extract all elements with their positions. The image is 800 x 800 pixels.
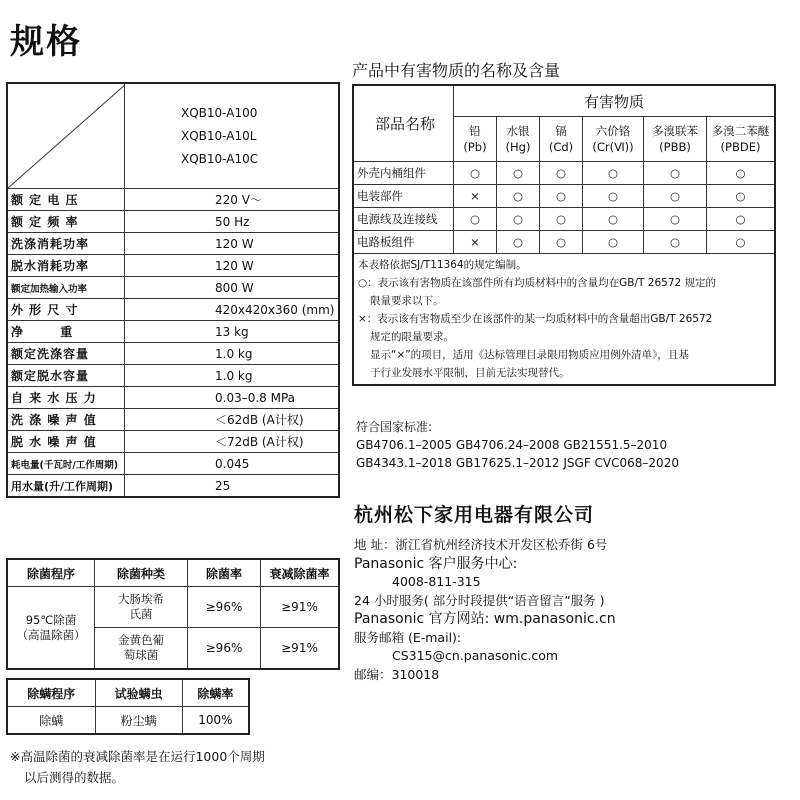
- spec-value: 120 W: [125, 233, 340, 255]
- spec-row: [7, 189, 339, 211]
- substance-cell: [583, 117, 644, 162]
- spec-label: 自 来 水 压 力: [7, 387, 125, 409]
- substance-name: 六价铬: [595, 124, 631, 138]
- diagonal-cell: [7, 83, 125, 189]
- substance-symbol: (PBB): [659, 140, 691, 154]
- hazard-mark: ○: [644, 185, 707, 208]
- bacteria-type: 大肠埃希 氏菌: [95, 587, 188, 628]
- hazard-mark: ○: [583, 162, 644, 185]
- service-phone: 4008-811-315: [392, 574, 481, 589]
- spec-label: 洗 涤 噪 声 值: [7, 409, 125, 431]
- spec-label: 净 重: [7, 321, 125, 343]
- hazard-row: [353, 162, 775, 185]
- part-name: 电装部件: [353, 185, 454, 208]
- substance-symbol: (Hg): [505, 140, 531, 154]
- company-postcode: 邮编：310018: [354, 666, 440, 682]
- spec-value: 0.03–0.8 MPa: [125, 387, 340, 409]
- spec-label: 脱 水 噪 声 值: [7, 431, 125, 453]
- note-line: 本表格依据SJ/T11364的规定编制。: [358, 259, 527, 271]
- sterilization-header: [7, 559, 339, 587]
- spec-label: 额定洗涤容量: [7, 343, 125, 365]
- mite-row: [7, 707, 249, 735]
- substance-symbol: (Pb): [463, 140, 487, 154]
- hazard-title: 产品中有害物质的名称及含量: [352, 61, 561, 80]
- model-name: XQB10-A100: [181, 105, 258, 120]
- hazard-mark: ○: [644, 231, 707, 254]
- spec-label: 额定加热输入功率: [7, 277, 125, 299]
- spec-row: [7, 365, 339, 387]
- page-title: 规格: [10, 22, 82, 62]
- spec-value: 0.045: [125, 453, 340, 475]
- substance-name: 多溴联苯: [652, 124, 698, 138]
- spec-value: 1.0 kg: [125, 365, 340, 387]
- spec-value: 50 Hz: [125, 211, 340, 233]
- part-name: 电路板组件: [353, 231, 454, 254]
- spec-row: [7, 299, 339, 321]
- hazard-table: [352, 84, 776, 386]
- standards-line: GB4343.1–2018 GB17625.1–2012 JSGF CVC068–2020: [356, 456, 679, 470]
- hazard-mark: ○: [707, 185, 776, 208]
- hazard-mark: ○: [583, 208, 644, 231]
- spec-value: 13 kg: [125, 321, 340, 343]
- hazard-notes: [353, 254, 775, 386]
- note-line: ×：表示该有害物质至少在该部件的某一均质材料中的含量超出GB/T 26572: [358, 313, 713, 325]
- spec-label: 外 形 尺 寸: [7, 299, 125, 321]
- mite-program: 除螨: [7, 707, 95, 735]
- hazard-mark: ○: [454, 162, 497, 185]
- hazard-mark: ○: [707, 231, 776, 254]
- substance-name: 铅: [469, 124, 481, 138]
- hazard-row: [353, 208, 775, 231]
- col-header: 试验螨虫: [95, 679, 182, 707]
- spec-row: [7, 343, 339, 365]
- hazard-mark: ○: [497, 208, 540, 231]
- spec-row: [7, 233, 339, 255]
- spec-value: 120 W: [125, 255, 340, 277]
- company-address: 地 址：浙江省杭州经济技术开发区松乔街 6号: [354, 537, 608, 552]
- spec-row: [7, 387, 339, 409]
- company-email[interactable]: CS315@cn.panasonic.com: [392, 648, 559, 663]
- hazard-mark: ○: [540, 185, 583, 208]
- col-header: 除菌程序: [7, 559, 95, 587]
- note-line: 规定的限量要求。: [370, 331, 454, 343]
- substance-name: 多溴二苯醚: [711, 124, 770, 138]
- spec-value: ＜62dB (A计权): [125, 409, 340, 431]
- substance-cell: [497, 117, 540, 162]
- sterilization-rate: ≥96%: [188, 628, 261, 670]
- note-line: 显示“×”的项目，适用《达标管理目录限用物质应用例外清单》，且基: [370, 349, 689, 361]
- spec-value: 800 W: [125, 277, 340, 299]
- spec-value: 25: [125, 475, 340, 498]
- footnote-line: ※高温除菌的衰减除菌率是在运行1000个周期: [10, 749, 265, 764]
- hazard-mark: ○: [707, 208, 776, 231]
- hazard-mark: ○: [583, 185, 644, 208]
- hazard-mark: ○: [540, 231, 583, 254]
- substance-symbol: (Cd): [548, 140, 574, 154]
- spec-header-row: [7, 83, 339, 189]
- spec-label: 额 定 电 压: [7, 189, 125, 211]
- part-header: 部品名称: [353, 85, 454, 162]
- spec-row: [7, 277, 339, 299]
- hazard-mark: ○: [644, 162, 707, 185]
- spec-label: 额 定 频 率: [7, 211, 125, 233]
- decay-rate: ≥91%: [261, 628, 340, 670]
- hazard-mark: ○: [497, 231, 540, 254]
- model-name: XQB10-A10C: [181, 151, 259, 166]
- service-hours: 24 小时服务( 部分时段提供“语音留言”服务 ): [354, 592, 605, 608]
- sterilization-table: [6, 558, 340, 670]
- decay-rate: ≥91%: [261, 587, 340, 628]
- hazard-mark: ○: [497, 185, 540, 208]
- note-line: 于行业发展水平限制，目前无法实现替代。: [370, 367, 570, 379]
- company-website[interactable]: Panasonic 官方网站: wm.panasonic.cn: [354, 611, 616, 627]
- substance-cell: [707, 117, 776, 162]
- hazard-mark: ○: [454, 208, 497, 231]
- spec-table: [6, 82, 340, 498]
- standards-line: GB4706.1–2005 GB4706.24–2008 GB21551.5–2010: [356, 438, 668, 452]
- hazard-mark: ○: [540, 208, 583, 231]
- mite-header: [7, 679, 249, 707]
- col-header: 除螨率: [182, 679, 249, 707]
- substance-name: 水银: [506, 124, 530, 138]
- hazard-mark: ×: [454, 185, 497, 208]
- hazard-mark: ○: [497, 162, 540, 185]
- mite-table: [6, 678, 250, 735]
- col-header: 除菌率: [188, 559, 261, 587]
- hazard-mark: ○: [540, 162, 583, 185]
- col-header: 除菌种类: [95, 559, 188, 587]
- sterilization-program: 95℃除菌 （高温除菌）: [7, 587, 95, 670]
- spec-value: 420x420x360 (mm): [125, 299, 340, 321]
- spec-value: 220 V～: [125, 189, 340, 211]
- spec-row: [7, 255, 339, 277]
- col-header: 除螨程序: [7, 679, 95, 707]
- mite-species: 粉尘螨: [95, 707, 182, 735]
- spec-value: ＜72dB (A计权): [125, 431, 340, 453]
- substance-symbol: (Cr(Ⅵ)): [592, 140, 634, 154]
- substance-cell: [454, 117, 497, 162]
- spec-row: [7, 211, 339, 233]
- spec-value: 1.0 kg: [125, 343, 340, 365]
- company-info: [354, 536, 616, 684]
- bacteria-type: 金黄色葡 萄球菌: [95, 628, 188, 670]
- spec-label: 用水量(升/工作周期): [7, 475, 125, 498]
- standards-block: [356, 418, 679, 472]
- note-line: 限量要求以下。: [370, 295, 444, 307]
- mite-rate: 100%: [182, 707, 249, 735]
- spec-label: 耗电量(千瓦时/工作周期): [7, 453, 125, 475]
- hazard-header-row: [353, 85, 775, 117]
- hazard-mark: ○: [707, 162, 776, 185]
- sterilization-row: [7, 587, 339, 628]
- note-line: ○：表示该有害物质在该部件所有均质材料中的含量均在GB/T 26572 规定的: [358, 277, 717, 289]
- substance-symbol: (PBDE): [720, 140, 761, 154]
- part-name: 外壳内桶组件: [353, 162, 454, 185]
- company-name: 杭州松下家用电器有限公司: [354, 504, 595, 526]
- hazard-row: [353, 185, 775, 208]
- hazard-mark: ○: [644, 208, 707, 231]
- diagonal-line: [8, 84, 125, 188]
- substance-name: 镉: [555, 124, 567, 138]
- spec-row: [7, 431, 339, 453]
- hazard-mark: ○: [583, 231, 644, 254]
- part-name: 电源线及连接线: [353, 208, 454, 231]
- sterilization-rate: ≥96%: [188, 587, 261, 628]
- spec-row: [7, 321, 339, 343]
- hazard-row: [353, 231, 775, 254]
- footnote-line: 以后测得的数据。: [24, 770, 125, 785]
- spec-row: [7, 453, 339, 475]
- col-header: 衰减除菌率: [261, 559, 340, 587]
- standards-title: 符合国家标准:: [356, 420, 433, 434]
- substance-cell: [540, 117, 583, 162]
- substance-cell: [644, 117, 707, 162]
- model-list: [125, 83, 340, 189]
- spec-label: 脱水消耗功率: [7, 255, 125, 277]
- service-label: Panasonic 客户服务中心:: [354, 555, 518, 572]
- spec-row: [7, 475, 339, 498]
- model-name: XQB10-A10L: [181, 128, 257, 143]
- email-label: 服务邮箱 (E-mail):: [354, 629, 462, 645]
- spec-label: 额定脱水容量: [7, 365, 125, 387]
- spec-label: 洗涤消耗功率: [7, 233, 125, 255]
- hazard-mark: ×: [454, 231, 497, 254]
- footnote: [10, 746, 265, 788]
- substance-header: 有害物质: [454, 85, 776, 117]
- spec-row: [7, 409, 339, 431]
- hazard-notes-row: [353, 254, 775, 386]
